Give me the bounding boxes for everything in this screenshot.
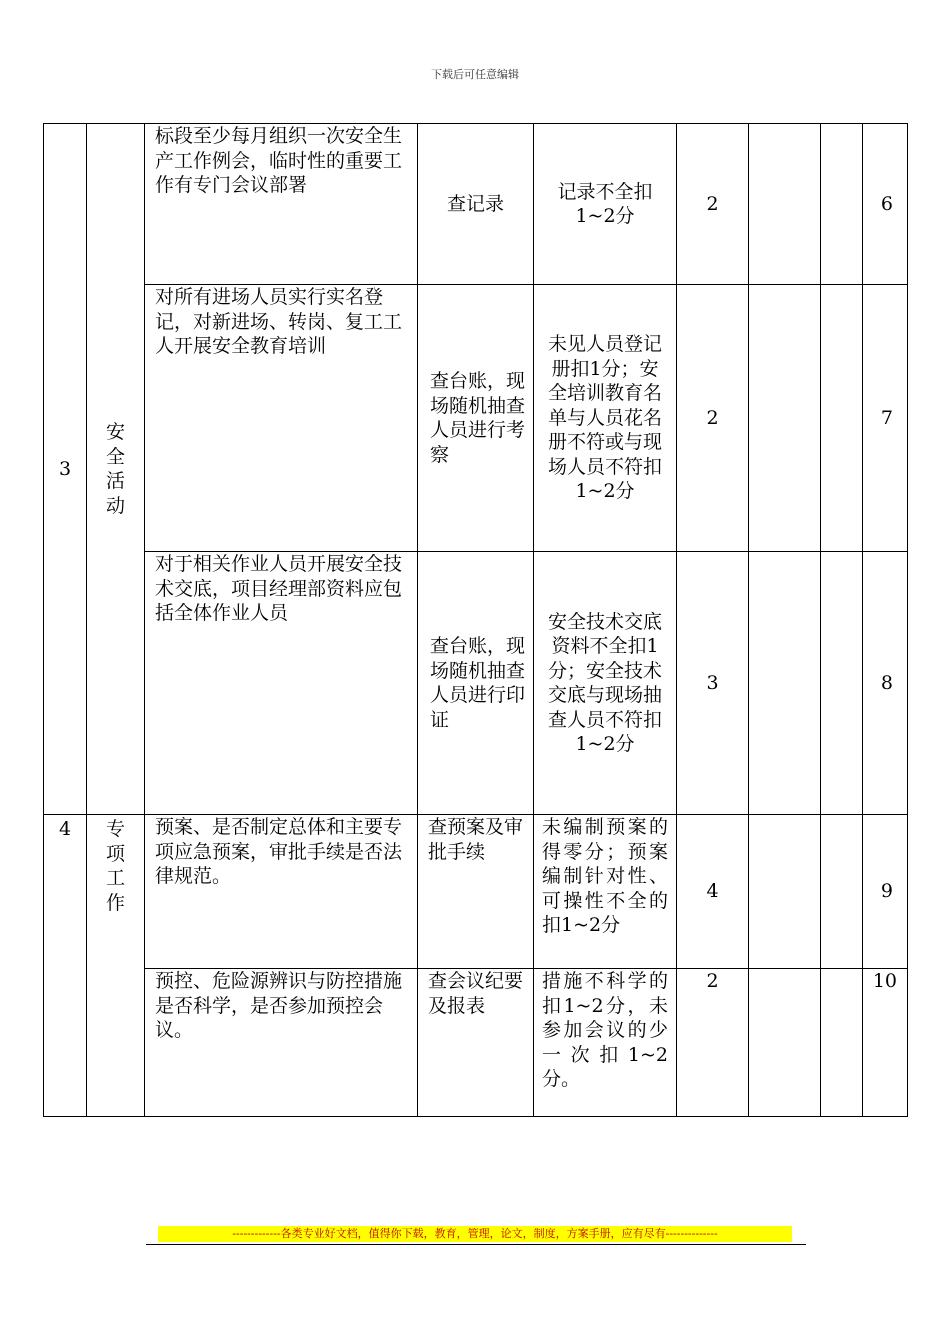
- group-number: 3: [44, 124, 87, 815]
- method-cell: 查会议纪要及报表: [418, 969, 534, 1117]
- empty-cell: [749, 124, 821, 285]
- table-row: [44, 124, 908, 285]
- empty-cell: [821, 285, 863, 552]
- deduction-cell: 未编制预案的得零分；预案编制针对性、可操性不全的扣1~2分: [534, 815, 677, 969]
- requirement-cell: 标段至少每月组织一次安全生产工作例会，临时性的重要工作有专门会议部署: [145, 124, 418, 285]
- deduction-cell: 安全技术交底资料不全扣1分；安全技术交底与现场抽查人员不符扣1~2分: [534, 552, 677, 815]
- deduction-cell: 未见人员登记册扣1分；安全培训教育名单与人员花名册不符或与现场人员不符扣1~2分: [534, 285, 677, 552]
- method-cell: 查记录: [418, 124, 534, 285]
- score-cell: 4: [677, 815, 749, 969]
- category-label: 专项工作: [105, 818, 125, 914]
- empty-cell: [821, 815, 863, 969]
- category-label: 安全活动: [105, 421, 125, 517]
- table-row: [44, 815, 908, 969]
- requirement-cell: 对于相关作业人员开展安全技术交底，项目经理部资料应包括全体作业人员: [145, 552, 418, 815]
- empty-cell: [821, 969, 863, 1117]
- sequence-cell: 7: [863, 285, 908, 552]
- score-cell: 2: [677, 969, 749, 1117]
- inspection-table: [43, 123, 908, 1117]
- sequence-cell: 9: [863, 815, 908, 969]
- sequence-cell: 6: [863, 124, 908, 285]
- table-row: [44, 552, 908, 815]
- table-row: [44, 969, 908, 1117]
- method-cell: 查台账，现场随机抽查人员进行考察: [418, 285, 534, 552]
- table-row: [44, 285, 908, 552]
- requirement-cell: 对所有进场人员实行实名登记，对新进场、转岗、复工工人开展安全教育培训: [145, 285, 418, 552]
- empty-cell: [749, 285, 821, 552]
- requirement-cell: 预控、危险源辨识与防控措施是否科学，是否参加预控会议。: [145, 969, 418, 1117]
- group-number: 4: [44, 815, 87, 1117]
- method-cell: 查预案及审批手续: [418, 815, 534, 969]
- footer-banner: -------------各类专业好文档，值得你下载，教育，管理，论文，制度，方案手册，应有尽有--------------: [158, 1226, 792, 1242]
- sequence-cell: 10: [863, 969, 908, 1117]
- empty-cell: [821, 124, 863, 285]
- footer-divider: [146, 1244, 806, 1245]
- method-cell: 查台账，现场随机抽查人员进行印证: [418, 552, 534, 815]
- sequence-cell: 8: [863, 552, 908, 815]
- empty-cell: [749, 969, 821, 1117]
- empty-cell: [821, 552, 863, 815]
- group-category: [87, 815, 145, 1117]
- group-category: [87, 124, 145, 815]
- empty-cell: [749, 815, 821, 969]
- requirement-cell: 预案、是否制定总体和主要专项应急预案，审批手续是否法律规范。: [145, 815, 418, 969]
- score-cell: 2: [677, 124, 749, 285]
- empty-cell: [749, 552, 821, 815]
- deduction-cell: 措施不科学的扣1~2分，未参加会议的少一次扣1~2分。: [534, 969, 677, 1117]
- page-header: 下载后可任意编辑: [431, 68, 519, 81]
- score-cell: 2: [677, 285, 749, 552]
- deduction-cell: 记录不全扣1~2分: [534, 124, 677, 285]
- score-cell: 3: [677, 552, 749, 815]
